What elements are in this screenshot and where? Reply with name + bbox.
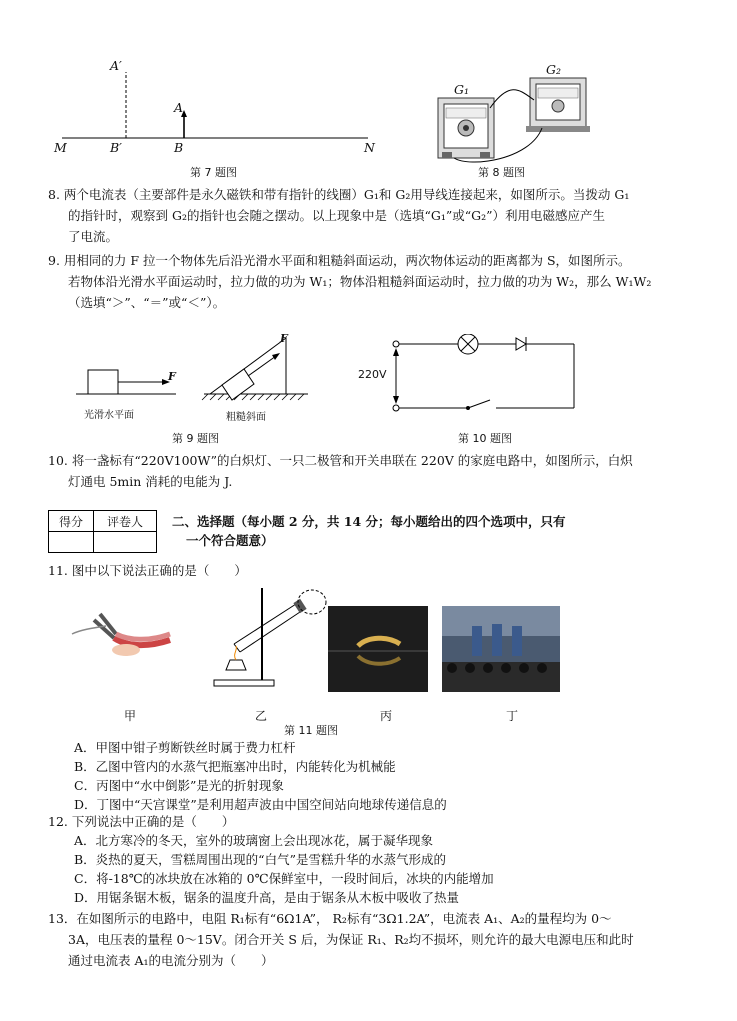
figure-7-caption: 第 7 题图 (190, 166, 237, 179)
q13-line2: 3A，电压表的量程 0～15V。闭合开关 S 后，为保证 R₁、R₂均不损坏，则允许的最大电源电压和此时 (68, 932, 634, 947)
label-f1: F (168, 370, 176, 383)
label-yi: 乙 (255, 709, 268, 723)
label-jia: 甲 (124, 709, 137, 723)
q11-options (74, 738, 447, 814)
q11-option-c: C．丙图中“水中倒影”是光的折射现象 (74, 778, 284, 793)
q11-option-d: D．丁图中“天宫课堂”是利用超声波由中国空间站向地球传递信息的 (74, 797, 447, 812)
figure-9 (76, 330, 316, 425)
figure-7-diagram (50, 50, 380, 160)
q10-line2: 灯通电 5min 消耗的电能为 J. (68, 474, 233, 489)
label-rough: 粗糙斜面 (226, 412, 266, 423)
score-table (48, 510, 157, 553)
label-ding: 丁 (506, 709, 519, 723)
q9-line2: 若物体沿光滑水平面运动时，拉力做的功为 W₁；物体沿粗糙斜面运动时，拉力做的功为 W₂，那么 W₁W₂ (68, 274, 652, 289)
galvanometer-diagram (430, 60, 600, 170)
section-2-line2: 一个符合题意） (186, 533, 274, 548)
q12-option-a: A．北方寒冷的冬天，室外的玻璃窗上会出现冰花，属于凝华现象 (74, 833, 434, 848)
label-g1: G₁ (454, 82, 469, 97)
label-b-prime: B′ (110, 140, 123, 155)
question-10 (48, 450, 688, 492)
astronauts-scene (442, 606, 560, 692)
score-header: 得分 (49, 511, 94, 532)
q13-line3: 通过电流表 A₁的电流分别为（ ） (68, 953, 274, 968)
q11-option-b: B．乙图中管内的水蒸气把瓶塞冲出时，内能转化为机械能 (74, 759, 396, 774)
test-tube-image (204, 584, 334, 688)
figure-11 (66, 584, 566, 696)
question-13 (48, 908, 688, 971)
tiangong-class-photo (442, 606, 560, 692)
question-9 (48, 250, 688, 313)
circuit-diagram (356, 334, 586, 416)
figure-9-caption: 第 9 题图 (172, 432, 219, 445)
figure-11-caption: 第 11 题图 (284, 724, 338, 737)
q12-stem: 12. 下列说法中正确的是（ ） (48, 814, 235, 829)
reflection-photo (328, 606, 428, 692)
label-f2: F (280, 332, 288, 345)
label-g2: G₂ (546, 62, 561, 77)
q8-line2: 的指针时，观察到 G₂的指针也会随之摆动。以上现象中是（选填“G₁”或“G₂”）利用电磁感应产生 (68, 208, 606, 223)
figure-8 (430, 60, 600, 170)
figure-7 (50, 50, 380, 160)
q11-stem: 11. 图中以下说法正确的是（ ） (48, 563, 247, 578)
figure-10-caption: 第 10 题图 (458, 432, 512, 445)
q12-option-c: C．将-18℃的冰块放在冰箱的 0℃保鲜室中，一段时间后，冰块的内能增加 (74, 871, 494, 886)
q11-option-a: A．甲图中钳子剪断铁丝时属于费力杠杆 (74, 740, 296, 755)
label-n: N (364, 140, 375, 155)
label-a-prime: A′ (110, 58, 122, 73)
q9-line1: 9. 用相同的力 F 拉一个物体先后沿光滑水平面和粗糙斜面运动，两次物体运动的距离都为 S，如图所示。 (48, 253, 631, 268)
pliers-image (66, 600, 176, 670)
label-bing: 丙 (380, 709, 393, 723)
section-2-line1: 二、选择题（每小题 2 分，共 14 分；每小题给出的四个选项中，只有 (172, 514, 566, 529)
q8-line3: 了电流。 (68, 229, 119, 244)
label-m: M (54, 140, 67, 155)
lizard-reflection (328, 606, 428, 692)
label-smooth: 光滑水平面 (84, 410, 134, 421)
q9-line3: （选填“＞”、“＝”或“＜”）。 (68, 295, 226, 310)
q8-line1: 8. 两个电流表（主要部件是永久磁铁和带有指针的线圈）G₁和 G₂用导线连接起来，如图所示。当拨动 G₁ (48, 187, 630, 202)
q12-options (74, 831, 494, 907)
question-8 (48, 184, 688, 247)
q12-option-b: B．炎热的夏天，雪糕周围出现的“白气”是雪糕升华的水蒸气形成的 (74, 852, 446, 867)
label-b: B (174, 140, 184, 155)
figure-10 (356, 334, 586, 416)
q13-line1: 13．在如图所示的电路中，电阻 R₁标有“6Ω1A”， R₂标有“3Ω1.2A”，电流表 A₁、A₂的量程均为 0～ (48, 911, 612, 926)
score-cell (49, 532, 94, 553)
label-voltage: 220V (358, 368, 387, 381)
q10-line1: 10. 将一盏标有“220V100W”的白炽灯、一只二极管和开关串联在 220V 的家庭电路中，如图所示，白炽 (48, 453, 633, 468)
grader-header: 评卷人 (94, 511, 157, 532)
label-a: A (174, 100, 184, 115)
q12-option-d: D．用锯条锯木板，锯条的温度升高，是由于锯条从木板中吸收了热量 (74, 890, 460, 905)
section-2-heading (172, 512, 632, 550)
figure-8-caption: 第 8 题图 (478, 166, 525, 179)
grader-cell (94, 532, 157, 553)
